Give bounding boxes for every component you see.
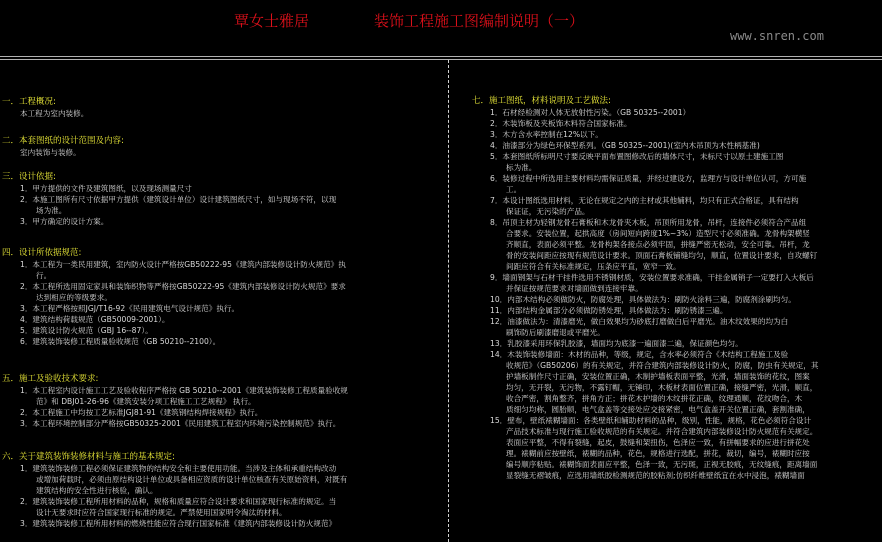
note-line: 齐顺直，表面必须平整。龙骨构架各接点必须牢固，拼缝严密无松动，安全可靠。吊杆，龙 (506, 240, 810, 249)
note-line: 护墙板制作尺寸正确，安装位置正确，木制护墙板表面平整，光滑，墙面装饰的花纹，图案 (506, 372, 810, 381)
note-line: 3．木方含水率控制在12%以下。 (490, 130, 603, 139)
title-left: 覃女士雅居 (234, 12, 310, 30)
left_sections-section (2, 374, 348, 429)
note-line: 1．石材经检测对人体无放射性污染。（GB 50325--2001） (490, 108, 691, 117)
watermark: www.snren.com (730, 29, 824, 43)
note-line: 设计无要求时应符合国家现行标准的规定。严禁使用国家明令淘汰的材料。 (36, 508, 287, 517)
note-line: 并保证按规范要求对墙面做到连接牢靠。 (506, 284, 643, 293)
note-line: 4．建筑结构荷载规范（GB50009-2001）。 (20, 315, 170, 324)
note-line: 收合严密，割角整齐，拼角方正；拼花木护墙的木纹拼花正确，纹理通顺，花纹吻合，木 (506, 394, 803, 403)
note-line: 间距应符合有关标准规定，压条应平直，宽窄一致。 (506, 262, 681, 271)
left_sections-section (2, 248, 346, 347)
note-line: 或增加荷载时，必须由原结构设计单位或具备相应资质的设计单位核查有关原始资料，对既有 (36, 475, 348, 484)
note-line: 1．本工程室内设计施工工艺及验收程序严格按 GB 50210--2001《建筑装饰装修工程质量验收规 (20, 386, 348, 395)
left_sections-section (2, 136, 124, 158)
note-line: 行。 (36, 271, 52, 280)
section-heading: 五．施工及验收技术要求: (2, 374, 99, 384)
left_sections-section (2, 452, 347, 529)
note-line: 编号顺序粘贴。裱糊饰面表面应平整，色泽一致，无污斑，正视无胶痕，无纹缝痕，距离墙面 (506, 460, 818, 469)
note-line: 11．内部结构金属部分必须做防锈处理，具体做法为：刷防锈漆三遍。 (490, 306, 728, 315)
note-line: 产品技术标准与现行施工验收规范的有关规定。并符合建筑内部装修设计防火规范有关规定。 (506, 427, 818, 436)
note-line: 13．乳胶漆采用环保乳胶漆，墙面均为底漆一遍面漆二遍，保证颜色均匀。 (490, 339, 743, 348)
note-line: 7．本设计图纸选用材料，无论在规定之内的主材或其他辅料，均只有正式合格证，具有结构 (490, 196, 799, 205)
note-line: 3．建筑装饰装修工程所用材料的燃烧性能应符合现行国家标准《建筑内部装修设计防火规范》 (20, 519, 337, 528)
column-divider (448, 60, 449, 542)
note-line: 范》和 DBJ01-26-96《建筑安装分项工程施工工艺规程》 执行。 (36, 397, 256, 406)
note-line: 建筑结构的安全性进行核验，确认。 (36, 486, 158, 495)
note-line: 质细匀均称，圆胎顺，电气盒盖等交接处应交接紧密，电气盒盖开关位置正确，套割准确， (506, 405, 810, 414)
note-line: 2．本工程施工中均按工艺标准JGJ81-91《建筑钢结构焊接规程》执行。 (20, 408, 263, 417)
note-line: 表面应平整，不得有裂缝，起皮，鼓缝和架扭伤，色泽应一致，有拼幅要求的应进行拼花处 (506, 438, 810, 447)
note-line: 5．本套图纸所标明尺寸要反映平面布置图修改后的墙体尺寸，未标尺寸以原土建施工图 (490, 152, 784, 161)
note-line: 收规范》（GB50206）的有关规定，并符合建筑内部装修设计防火，防腐，防虫有关规定，其 (506, 361, 819, 370)
note-line: 15．壁布，壁纸裱糊墙面：各类壁纸和辅助材料的品种，级别，性能，规格，花色必须符合设计 (490, 416, 812, 425)
note-line: 保证证，无污染的产品。 (506, 207, 590, 216)
left_sections-section (2, 172, 336, 227)
note-line: 显裂缝无褶皱痕，应选用墙纸胶检测规范的胶粘剂;仿织纤维壁纸宜在水中浸泡，裱糊墙面 (506, 471, 805, 480)
note-line: 6．建筑装饰装修工程质量验收规范（GB 50210--2100）。 (20, 337, 221, 346)
note-line: 工。 (506, 185, 522, 194)
note-line: 6．装修过程中所选用主要材料均需保证质量，并经过建设方，监理方与设计单位认可，方可施 (490, 174, 807, 183)
note-line: 室内装饰与装修。 (20, 148, 81, 157)
title-right: 装饰工程施工图编制说明（一） (374, 12, 585, 30)
section-heading: 三．设计依据: (2, 172, 56, 182)
right-column (454, 0, 882, 542)
note-line: 场为准。 (36, 206, 67, 215)
note-line: 8．吊顶主材为轻钢龙骨石膏板和木龙骨夹木板，吊顶所用龙骨，吊杆，连接件必须符合产品组 (490, 218, 807, 227)
note-line: 2．本工程所选用固定家具和装饰织物等严格按GB50222-95《建筑内部装修设计防火规范》要求 (20, 282, 346, 291)
note-line: 2．本施工图所有尺寸依据甲方提供（建筑设计单位）设计建筑图纸尺寸，如与现场不符，以现 (20, 195, 337, 204)
note-line: 4．油漆部分为绿色环保型系列。（GB 50325--2001)(室内木吊顶为木性柄基准) (490, 141, 760, 150)
note-line: 9．墙面钢架与石材干挂件选用不锈钢材质，安装位置要求准确，干挂金属销子一定要打入大板后 (490, 273, 814, 282)
note-line: 标为准。 (506, 163, 537, 172)
section-heading: 二．本套图纸的设计范围及内容: (2, 136, 124, 146)
left_sections-section (2, 97, 88, 119)
note-line: 1．建筑装饰装修工程必须保证建筑物的结构安全和主要使用功能。当涉及主体和承重结构改动 (20, 464, 337, 473)
section-heading: 四．设计所依据规范: (2, 248, 82, 258)
note-line: 1．甲方提供的文件及建筑图纸，以及现场测量尺寸 (20, 184, 192, 193)
note-line: 骨的安装间距应按现有规范设计要求。顶面石膏板铺缝均匀，顺直，位置设计要求，自攻螺钉 (506, 251, 818, 260)
note-line: 2．木装饰板及夹板饰木料符合国家标准。 (490, 119, 632, 128)
note-line: 5．建筑设计防火规范（GBJ 16--87）。 (20, 326, 153, 335)
note-line: 3．甲方确定的设计方案。 (20, 217, 109, 226)
note-line: 12．油漆做法为：清漆磨光，做白效果均为砂底打磨做白后平磨光。油木纹效果的均为白 (490, 317, 789, 326)
note-line: 均匀，无开裂，无污物，不露钉帽，无锤印，木板材表面位置正确，接缝严密，光滑，顺直， (506, 383, 818, 392)
note-line: 理。裱糊前应按壁纸，裱糊的品种，花色，规格进行选配，拼花，裁切，编号，裱糊时应按 (506, 449, 810, 458)
note-line: 达到相应的等级要求。 (36, 293, 112, 302)
section-heading: 六．关于建筑装饰装修材料与施工的基本规定: (2, 452, 175, 462)
note-line: 2．建筑装饰装修工程所用材料的品种，规格和质量应符合设计要求和国家现行标准的规定。当 (20, 497, 337, 506)
note-line: 14．木装饰装修墙面：木材的品种，等级，规定，含水率必须符合《木结构工程施工及验 (490, 350, 789, 359)
section-heading: 一．工程概况: (2, 97, 56, 107)
note-line: 1．本工程为一类民用建筑，室内防火设计严格按GB50222-95《建筑内部装修设计防火规范》执 (20, 260, 346, 269)
right_sections-section (472, 96, 818, 481)
note-line: 10．内部木结构必须做防火，防腐处理，具体做法为：刷防火涂料三遍，防腐剂涂刷均匀。 (490, 295, 796, 304)
note-line: 刷饰防后刷漆磨退或平磨光。 (506, 328, 605, 337)
section-heading: 七．施工图纸，材料说明及工艺做法: (472, 96, 611, 106)
note-line: 本工程为室内装修。 (20, 109, 89, 118)
note-line: 3．本工程环境控制部分严格按GB50325-2001《民用建筑工程室内环境污染控制规范》执行。 (20, 419, 341, 428)
note-line: 合要求。安装位置，起拱高度（房间短向跨度1%~3%）造型尺寸必须准确。龙骨构架横竖 (506, 229, 810, 238)
note-line: 3．本工程严格按照JGJ/T16-92《民用建筑电气设计规范》执行。 (20, 304, 240, 313)
